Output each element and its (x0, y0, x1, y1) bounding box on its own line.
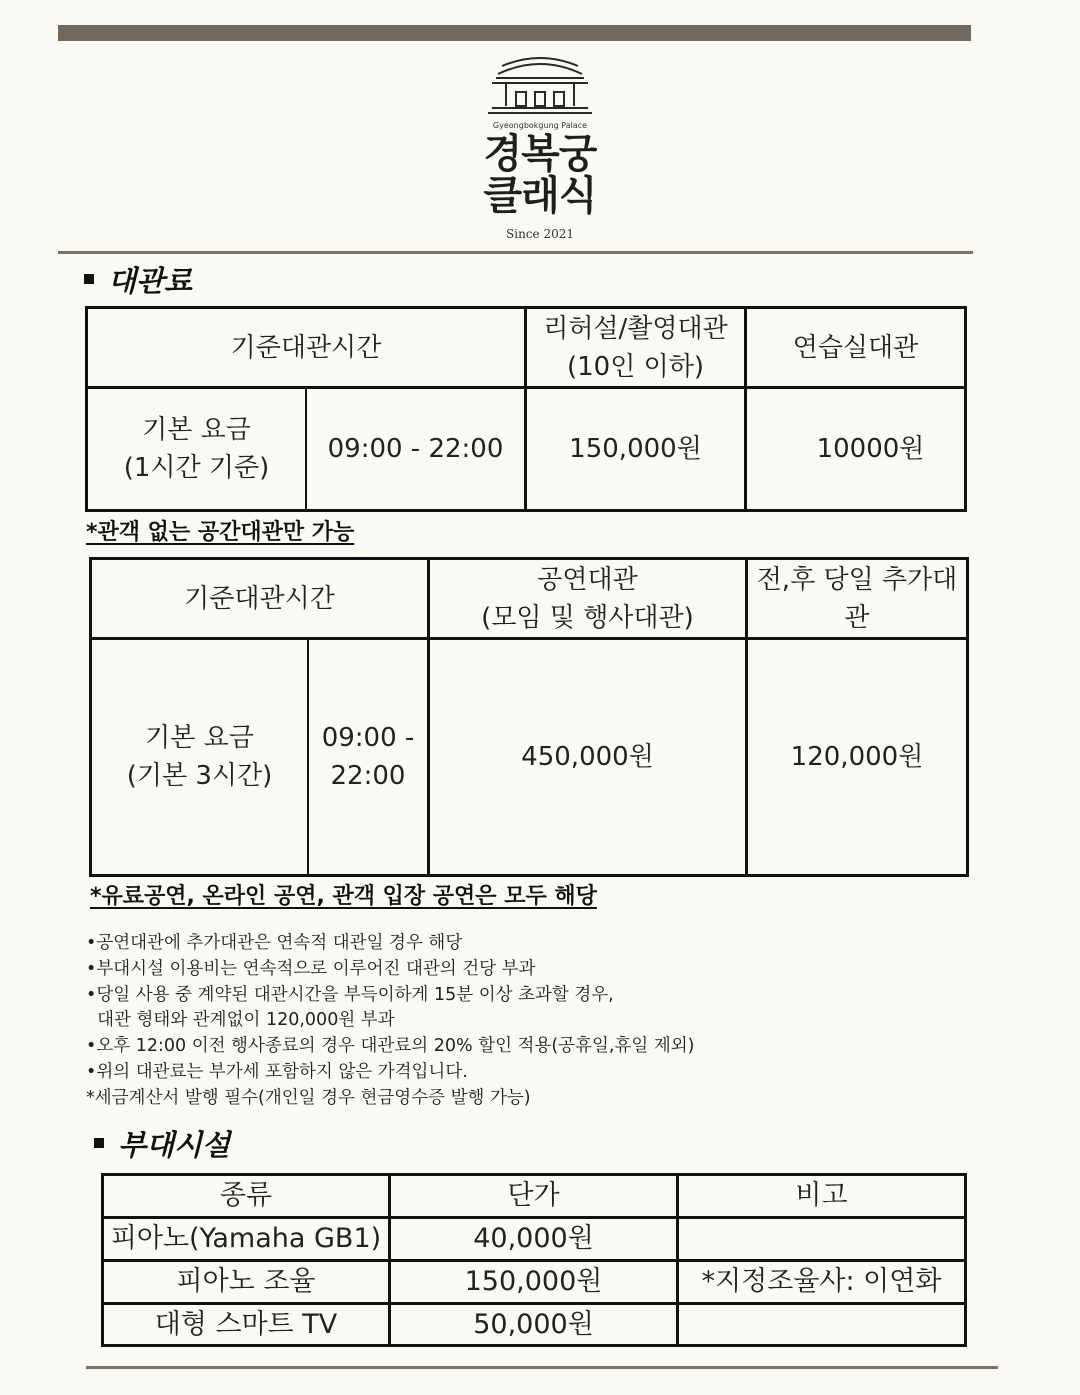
rule-item: •부대시설 이용비는 연속적으로 이루어진 대관의 건당 부과 (86, 958, 536, 979)
table-cell (679, 1305, 964, 1344)
bullet-square-icon (94, 1138, 104, 1148)
basic-fee-label: 기본 요금 (1시간 기준) (123, 415, 270, 483)
additional-price: 120,000원 (790, 742, 924, 772)
time-range: 09:00 - 22:00 (327, 434, 504, 464)
table-cell: 피아노 조율 (176, 1266, 316, 1297)
section-title: 대관료 (108, 264, 193, 298)
table-cell: 50,000원 (473, 1308, 594, 1340)
rules-list (86, 931, 694, 1112)
header-base-time: 기준대관시간 (230, 332, 382, 363)
rule-item: •당일 사용 중 계약된 대관시간을 부득이하게 15분 이상 초과할 경우, (86, 984, 614, 1005)
note-no-audience: *관객 없는 공간대관만 가능 (86, 520, 355, 545)
logo-english-name: Gyeongbokgung Palace (492, 121, 588, 130)
table-cell: *지정조율사: 이연화 (701, 1266, 942, 1297)
time-range-2: 09:00 - 22:00 (321, 723, 415, 791)
since-text: Since 2021 (506, 227, 574, 241)
table-cell (679, 1219, 964, 1259)
header-performance: 공연대관 (모임 및 행사대관) (481, 564, 694, 633)
bullet-square-icon (84, 274, 94, 284)
header-divider (58, 251, 973, 254)
footer-divider (86, 1366, 998, 1369)
header-remarks: 비고 (795, 1180, 848, 1211)
header-unit-price: 단가 (507, 1180, 560, 1211)
rule-item: •위의 대관료는 부가세 포함하지 않은 가격입니다. (86, 1061, 468, 1082)
rule-item: *세금계산서 발행 필수(개인일 경우 현금영수증 발행 가능) (86, 1087, 531, 1108)
header-practice-room: 연습실대관 (792, 332, 919, 363)
basic-fee-label-2: 기본 요금 (기본 3시간) (126, 723, 273, 791)
header-type: 종류 (219, 1180, 273, 1211)
practice-room-price: 10000원 (816, 434, 925, 464)
section-title: 부대시설 (118, 1128, 231, 1162)
section-heading-rental-fee (84, 259, 192, 300)
logo-korean-name (440, 130, 640, 219)
note-paid-performance: *유료공연, 온라인 공연, 관객 입장 공연은 모두 해당 (90, 884, 597, 909)
performance-price: 450,000원 (521, 742, 654, 772)
rule-item: 대관 형태와 관계없이 120,000원 부과 (86, 1010, 395, 1031)
table-cell: 40,000원 (473, 1223, 594, 1254)
header-additional: 전,후 당일 추가대 관 (756, 564, 958, 633)
top-bar (58, 25, 971, 41)
table-cell: 피아노(Yamaha GB1) (110, 1223, 382, 1254)
header-base-time-2: 기준대관시간 (184, 583, 335, 614)
logo-line-1: 경복궁 (483, 130, 597, 177)
rehearsal-price: 150,000원 (569, 434, 702, 464)
rule-item: •공연대관에 추가대관은 연속적 대관일 경우 해당 (86, 933, 463, 953)
table-cell: 대형 스마트 TV (154, 1308, 338, 1340)
header-rehearsal: 리허설/촬영대관 (10인 이하) (543, 313, 728, 382)
rule-item: •오후 12:00 이전 행사종료의 경우 대관료의 20% 할인 적용(공휴일,휴일 제외) (86, 1036, 695, 1057)
palace-logo-icon (440, 52, 640, 122)
section-heading-facilities (94, 1123, 230, 1164)
logo-line-2: 클래식 (483, 172, 597, 219)
table-cell: 150,000원 (464, 1266, 603, 1297)
